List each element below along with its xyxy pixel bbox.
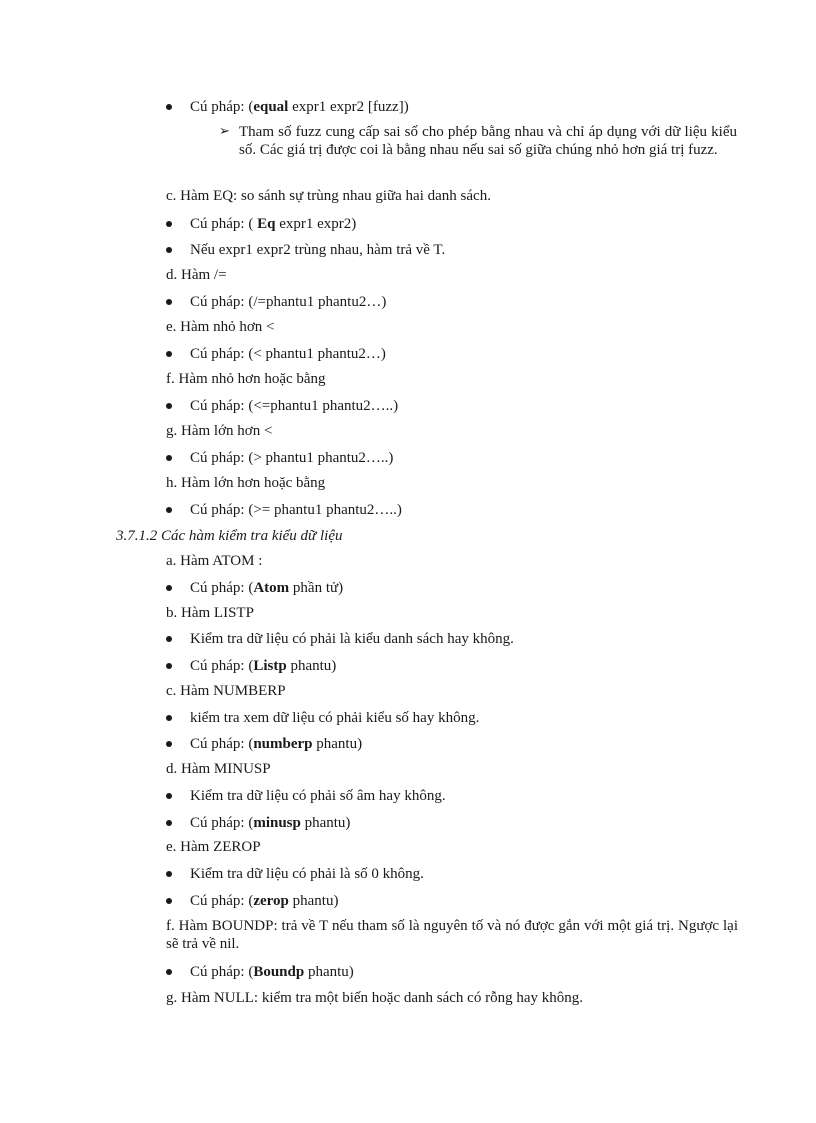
- syntax-line-greater-than: Cú pháp: (> phantu1 phantu2…..): [190, 450, 394, 466]
- syntax-line-zerop: Cú pháp: (zerop phantu): [190, 893, 339, 909]
- bullet-icon: [166, 351, 172, 357]
- syntax-line-not-equal: Cú pháp: (/=phantu1 phantu2…): [190, 294, 387, 310]
- heading-numberp: c. Hàm NUMBERP: [166, 683, 286, 699]
- boundp-description: f. Hàm BOUNDP: trả về T nếu tham số là nguyên tố và nó được gắn với một giá trị. Ngược lại sẽ trả về nil.: [166, 918, 738, 952]
- heading-atom: a. Hàm ATOM :: [166, 553, 263, 569]
- heading-eq: c. Hàm EQ: so sánh sự trùng nhau giữa hai danh sách.: [166, 188, 491, 204]
- bullet-icon: [166, 104, 172, 110]
- syntax-line-equal: Cú pháp: (equal expr1 expr2 [fuzz]): [190, 99, 409, 115]
- heading-listp: b. Hàm LISTP: [166, 605, 254, 621]
- listp-description: Kiểm tra dữ liệu có phải là kiểu danh sách hay không.: [190, 631, 514, 647]
- eq-note: Nếu expr1 expr2 trùng nhau, hàm trả về T.: [190, 242, 446, 258]
- syntax-line-less-equal: Cú pháp: (<=phantu1 phantu2…..): [190, 398, 399, 414]
- bullet-icon: [166, 403, 172, 409]
- syntax-line-atom: Cú pháp: (Atom phần tử): [190, 580, 344, 596]
- bullet-icon: [166, 247, 172, 253]
- bullet-icon: [166, 636, 172, 642]
- bullet-icon: [166, 741, 172, 747]
- heading-less-equal: f. Hàm nhỏ hơn hoặc bằng: [166, 371, 326, 387]
- heading-null: g. Hàm NULL: kiểm tra một biến hoặc danh sách có rỗng hay không.: [166, 990, 583, 1006]
- bullet-icon: [166, 221, 172, 227]
- bullet-icon: [166, 507, 172, 513]
- heading-less-than: e. Hàm nhỏ hơn <: [166, 319, 275, 335]
- bullet-icon: [166, 455, 172, 461]
- syntax-line-listp: Cú pháp: (Listp phantu): [190, 658, 337, 674]
- section-heading: 3.7.1.2 Các hàm kiểm tra kiểu dữ liệu: [116, 528, 343, 544]
- bullet-icon: [166, 969, 172, 975]
- syntax-line-numberp: Cú pháp: (numberp phantu): [190, 736, 363, 752]
- bullet-icon: [166, 585, 172, 591]
- syntax-line-eq: Cú pháp: ( Eq expr1 expr2): [190, 216, 357, 232]
- zerop-description: Kiểm tra dữ liệu có phải là số 0 không.: [190, 866, 424, 882]
- heading-greater-equal: h. Hàm lớn hơn hoặc bằng: [166, 475, 326, 491]
- syntax-line-minusp: Cú pháp: (minusp phantu): [190, 815, 351, 831]
- fuzz-description: Tham số fuzz cung cấp sai số cho phép bằng nhau và chỉ áp dụng với dữ liệu kiểu số. Các giá trị được coi là bằng nhau nếu sai số giữa chúng nhỏ hơn giá trị fuzz.: [239, 124, 737, 158]
- minusp-description: Kiểm tra dữ liệu có phải số âm hay không.: [190, 788, 446, 804]
- bullet-icon: [166, 871, 172, 877]
- heading-not-equal: d. Hàm /=: [166, 267, 227, 283]
- arrow-bullet-icon: ➢: [219, 124, 230, 139]
- bullet-icon: [166, 299, 172, 305]
- bullet-icon: [166, 898, 172, 904]
- syntax-line-greater-equal: Cú pháp: (>= phantu1 phantu2…..): [190, 502, 402, 518]
- bullet-icon: [166, 793, 172, 799]
- syntax-line-boundp: Cú pháp: (Boundp phantu): [190, 964, 354, 980]
- heading-minusp: d. Hàm MINUSP: [166, 761, 271, 777]
- bullet-icon: [166, 820, 172, 826]
- syntax-line-less-than: Cú pháp: (< phantu1 phantu2…): [190, 346, 386, 362]
- bullet-icon: [166, 715, 172, 721]
- heading-greater-than: g. Hàm lớn hơn <: [166, 423, 273, 439]
- heading-zerop: e. Hàm ZEROP: [166, 839, 261, 855]
- numberp-description: kiểm tra xem dữ liệu có phải kiểu số hay không.: [190, 710, 480, 726]
- bullet-icon: [166, 663, 172, 669]
